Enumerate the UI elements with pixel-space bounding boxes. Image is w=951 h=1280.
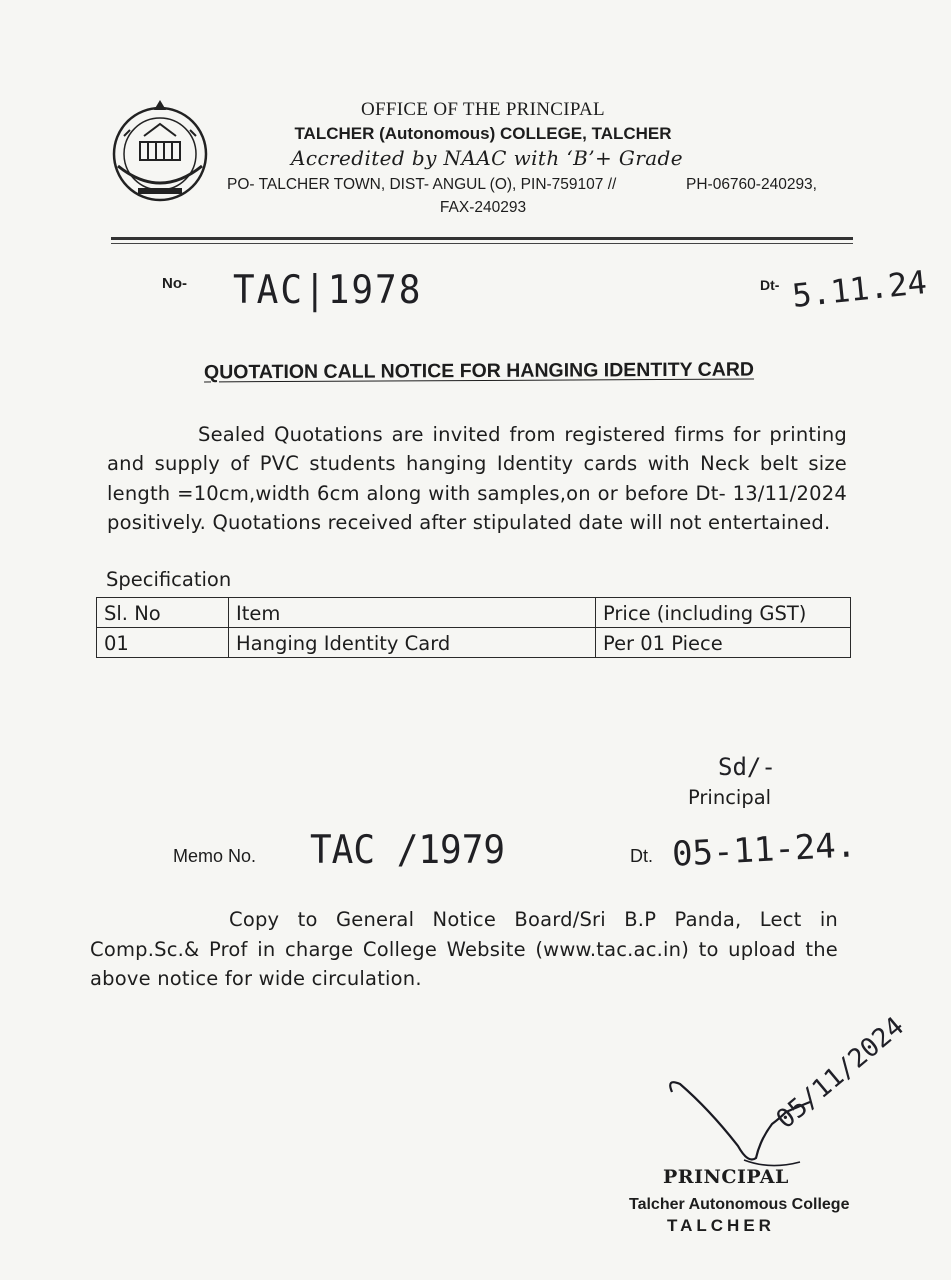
phone-line: PH-06760-240293, bbox=[686, 176, 817, 193]
ref-date-label: Dt- bbox=[760, 277, 780, 293]
sd-mark: Sd/- bbox=[718, 753, 776, 781]
address-line: PO- TALCHER TOWN, DIST- ANGUL (O), PIN-759107 // bbox=[227, 176, 617, 193]
specification-table bbox=[96, 597, 851, 658]
memo-no-value: TAC /1979 bbox=[310, 827, 506, 874]
specification-label: Specification bbox=[106, 568, 232, 591]
stamp-principal: PRINCIPAL bbox=[663, 1166, 789, 1188]
office-heading: OFFICE OF THE PRINCIPAL bbox=[361, 99, 605, 120]
ref-no-label: No- bbox=[162, 275, 187, 292]
memo-no-label: Memo No. bbox=[173, 846, 257, 866]
fax-line: FAX-240293 bbox=[439, 199, 527, 216]
table-header-cell: Item bbox=[229, 598, 596, 628]
table-row bbox=[97, 628, 851, 658]
stamp-college: Talcher Autonomous College bbox=[629, 1196, 850, 1213]
table-cell: Hanging Identity Card bbox=[229, 628, 596, 658]
table-header-cell: Sl. No bbox=[97, 598, 229, 628]
ref-no-value: TAC|1978 bbox=[233, 267, 423, 314]
header-divider-thin bbox=[111, 243, 853, 244]
notice-body: Sealed Quotations are invited from registered firms for printing and supply of PVC students hanging Identity cards with Neck belt size length =10cm,width 6cm along with samples,on or before Dt- 13/11/2024 positively. Quotations received after stipulated date will not entertained. bbox=[107, 423, 847, 534]
notice-title: QUOTATION CALL NOTICE FOR HANGING IDENTITY CARD bbox=[203, 358, 755, 384]
accreditation-line: Accredited by NAAC with ‘B’+ Grade bbox=[291, 146, 683, 170]
copy-to-paragraph: Copy to General Notice Board/Sri B.P Panda, Lect in Comp.Sc.& Prof in charge College Website (www.tac.ac.in) to upload the above notice for wide circulation. bbox=[90, 908, 838, 990]
principal-label: Principal bbox=[688, 786, 772, 809]
table-header-row bbox=[97, 598, 851, 628]
memo-date-value: 05-11-24. bbox=[671, 825, 858, 875]
stamp-town: TALCHER bbox=[667, 1216, 775, 1235]
table-cell: Per 01 Piece bbox=[596, 628, 851, 658]
ref-date-value: 5.11.24 bbox=[790, 263, 929, 315]
table-cell: 01 bbox=[97, 628, 229, 658]
college-name: TALCHER (Autonomous) COLLEGE, TALCHER bbox=[294, 124, 672, 143]
header-divider bbox=[111, 237, 853, 240]
table-header-cell: Price (including GST) bbox=[596, 598, 851, 628]
signature-date: 05/11/2024 bbox=[770, 1011, 910, 1135]
memo-date-label: Dt. bbox=[630, 846, 654, 866]
